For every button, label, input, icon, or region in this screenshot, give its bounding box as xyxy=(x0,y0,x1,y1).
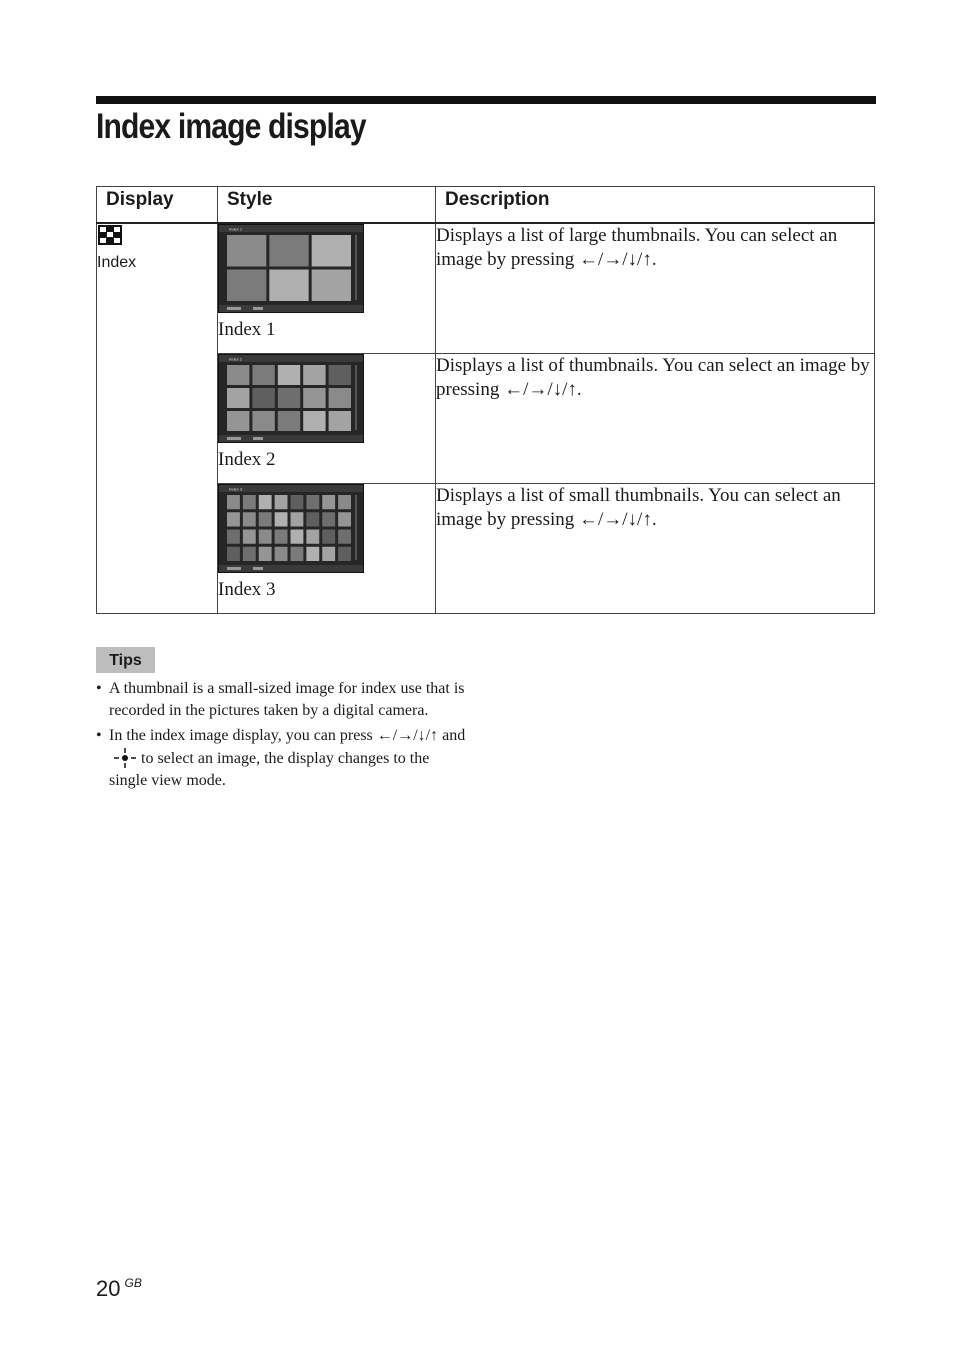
thumbnail xyxy=(329,411,351,431)
index1-screenshot xyxy=(218,224,364,313)
tips-label: Tips xyxy=(96,647,155,673)
index-grid-icon xyxy=(97,224,123,246)
tip-item: • A thumbnail is a small-sized image for index use that is recorded in the pictures taken by a digital camera. xyxy=(96,678,466,722)
header-display: Display xyxy=(97,187,218,224)
index2-screenshot xyxy=(218,354,364,443)
thumbnail xyxy=(291,495,304,509)
thumbnail xyxy=(243,530,256,544)
thumbnail xyxy=(306,512,319,526)
thumbnail xyxy=(269,235,308,267)
page-title: Index image display xyxy=(96,107,366,146)
tip-text-before: In the index image display, you can press ←/→/↓/↑ and xyxy=(109,727,466,744)
thumbnail xyxy=(303,388,325,408)
page-number-value: 20 xyxy=(96,1276,121,1301)
page-lang: GB xyxy=(124,1276,142,1290)
screen-key xyxy=(253,567,263,570)
screen-key xyxy=(227,567,241,570)
thumbnail xyxy=(306,495,319,509)
thumbnail xyxy=(338,547,351,561)
screen-title: Index 3 xyxy=(229,486,243,492)
screen-key xyxy=(227,307,241,310)
index3-screenshot xyxy=(218,484,364,573)
thumbnail xyxy=(269,270,308,302)
thumbnail xyxy=(259,547,272,561)
screen-key xyxy=(253,307,263,310)
style-label-3: Index 3 xyxy=(218,579,276,600)
header-description: Description xyxy=(436,187,875,224)
thumbnail xyxy=(306,547,319,561)
thumbnail xyxy=(243,547,256,561)
thumbnail xyxy=(306,530,319,544)
thumbnail xyxy=(252,411,274,431)
screen-scrollbar xyxy=(355,235,357,300)
thumbnail xyxy=(322,512,335,526)
description-2: Displays a list of thumbnails. You can select an image by pressing ←/→/↓/↑. xyxy=(436,354,875,484)
tip-item xyxy=(96,725,466,792)
thumbnail xyxy=(322,530,335,544)
thumbnail xyxy=(329,365,351,385)
thumbnail xyxy=(291,530,304,544)
description-1: Displays a list of large thumbnails. You can select an image by pressing ←/→/↓/↑. xyxy=(436,223,875,354)
index-display-table xyxy=(96,186,875,614)
screen-title: Index 2 xyxy=(229,356,243,362)
thumbnail xyxy=(227,512,240,526)
thumbnail xyxy=(259,495,272,509)
thumbnail xyxy=(291,547,304,561)
screen-key xyxy=(253,437,263,440)
page-number xyxy=(96,1276,142,1302)
thumbnail xyxy=(259,512,272,526)
description-3: Displays a list of small thumbnails. You can select an image by pressing ←/→/↓/↑. xyxy=(436,484,875,614)
style-label-1: Index 1 xyxy=(218,319,276,340)
thumbnail xyxy=(303,411,325,431)
thumbnail xyxy=(243,495,256,509)
screen-scrollbar xyxy=(355,365,357,430)
thumbnail xyxy=(227,495,240,509)
joystick-enter-icon xyxy=(113,747,137,769)
thumbnail xyxy=(278,365,300,385)
tip-text-after: to select an image, the display changes to the single view mode. xyxy=(109,750,430,789)
header-style: Style xyxy=(218,187,436,224)
thumbnail xyxy=(275,512,288,526)
thumbnail xyxy=(303,365,325,385)
thumbnail xyxy=(259,530,272,544)
thumbnail xyxy=(227,365,249,385)
thumbnail xyxy=(338,512,351,526)
thumbnail xyxy=(252,365,274,385)
title-rule xyxy=(96,96,876,104)
style-cell-1 xyxy=(218,223,436,354)
thumbnail xyxy=(227,411,249,431)
thumbnail xyxy=(312,270,351,302)
table-row xyxy=(97,223,875,354)
thumbnail xyxy=(291,512,304,526)
display-cell xyxy=(97,223,218,614)
screen-title: Index 1 xyxy=(229,226,243,232)
thumbnail xyxy=(227,270,266,302)
thumbnail xyxy=(243,512,256,526)
thumbnail xyxy=(322,547,335,561)
thumbnail xyxy=(322,495,335,509)
display-label: Index xyxy=(97,254,137,271)
style-cell-2 xyxy=(218,354,436,484)
thumbnail xyxy=(227,547,240,561)
thumbnail xyxy=(278,411,300,431)
thumbnail xyxy=(312,235,351,267)
thumbnail xyxy=(227,388,249,408)
style-cell-3 xyxy=(218,484,436,614)
thumbnail xyxy=(278,388,300,408)
thumbnail xyxy=(227,530,240,544)
thumbnail xyxy=(252,388,274,408)
thumbnail xyxy=(275,547,288,561)
style-label-2: Index 2 xyxy=(218,449,276,470)
thumbnail xyxy=(338,495,351,509)
thumbnail xyxy=(275,495,288,509)
thumbnail xyxy=(275,530,288,544)
thumbnail xyxy=(227,235,266,267)
screen-key xyxy=(227,437,241,440)
thumbnail xyxy=(329,388,351,408)
screen-scrollbar xyxy=(355,495,357,560)
table-header-row xyxy=(97,187,875,224)
tips-list xyxy=(96,678,466,795)
thumbnail xyxy=(338,530,351,544)
